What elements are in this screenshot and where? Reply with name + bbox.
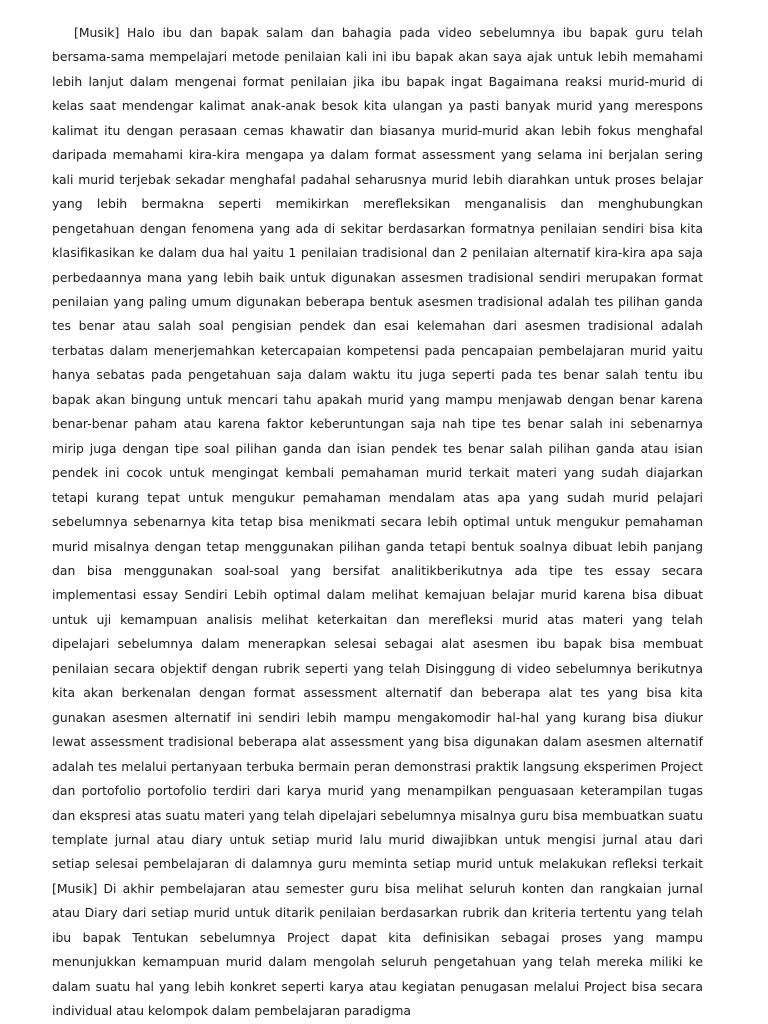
transcript-paragraph: [Musik] Halo ibu dan bapak salam dan bahagia pada video sebelumnya ibu bapak guru telah bersama-sama mempelajari metode penilaian kali ini ibu bapak akan saya ajak untuk lebih memahami lebih lanjut dalam mengenai format penilaian jika ibu bapak ingat Bagaimana reaksi murid-murid di kelas saat mendengar kalimat anak-anak besok kita ulangan ya pasti banyak murid yang merespons kalimat itu dengan perasaan cemas khawatir dan biasanya murid-murid akan lebih fokus menghafal daripada memahami kira-kira mengapa ya dalam format assessment yang selama ini berjalan sering kali murid terjebak sekadar menghafal padahal seharusnya murid lebih diarahkan untuk proses belajar yang lebih bermakna seperti memikirkan merefleksikan menganalisis dan menghubungkan pengetahuan dengan fenomena yang ada di sekitar berdasarkan formatnya penilaian sendiri bisa kita klasifikasikan ke dalam dua hal yaitu 1 penilaian tradisional dan 2 penilaian alternatif kira-kira apa saja perbedaannya mana yang lebih baik untuk digunakan assesmen tradisional sendiri merupakan format penilaian yang paling umum digunakan beberapa bentuk asesmen tradisional adalah tes pilihan ganda tes benar atau salah soal pengisian pendek dan esai kelemahan dari asesmen tradisional adalah terbatas dalam menerjemahkan ketercapaian kompetensi pada pencapaian pembelajaran murid yaitu hanya sebatas pada pengetahuan saja dalam waktu itu juga seperti pada tes benar salah tentu ibu bapak akan bingung untuk mencari tahu apakah murid yang mampu menjawab dengan benar karena benar-benar paham atau karena faktor keberuntungan saja nah tipe tes benar salah ini sebenarnya mirip juga dengan tipe soal pilihan ganda dan isian pendek tes benar salah pilihan ganda atau isian pendek ini cocok untuk mengingat kembali pemahaman murid terkait materi yang sudah diajarkan tetapi kurang tepat untuk mengukur pemahaman mendalam atas apa yang sudah murid pelajari sebelumnya sebenarnya kita tetap bisa menikmati secara lebih optimal untuk mengukur pemahaman murid misalnya dengan tetap menggunakan pilihan ganda tetapi bentuk soalnya dibuat lebih panjang dan bisa menggunakan soal-soal yang bersifat analitikberikutnya ada tipe tes essay secara implementasi essay Sendiri Lebih optimal dalam melihat kemajuan belajar murid karena bisa dibuat untuk uji kemampuan analisis melihat keterkaitan dan merefleksi murid atas materi yang telah dipelajari sebelumnya dalam menerapkan selesai sebagai alat asesmen ibu bapak bisa membuat penilaian secara objektif dengan rubrik seperti yang telah Disinggung di video sebelumnya berikutnya kita akan berkenalan dengan format assessment alternatif dan beberapa alat tes yang bisa kita gunakan asesmen alternatif ini sendiri lebih mampu mengakomodir hal-hal yang kurang bisa diukur lewat assessment tradisional beberapa alat assessment yang bisa digunakan dalam asesmen alternatif adalah tes melalui pertanyaan terbuka bermain peran demonstrasi praktik langsung eksperimen Project dan portofolio portofolio terdiri dari karya murid yang menampilkan penguasaan keterampilan tugas dan ekspresi atas suatu materi yang telah dipelajari sebelumnya misalnya guru bisa membuatkan suatu template jurnal atau diary untuk setiap murid lalu murid diwajibkan untuk mengisi jurnal atau dari setiap selesai pembelajaran di dalamnya guru meminta setiap murid untuk melakukan refleksi terkait [Musik] Di akhir pembelajaran atau semester guru bisa melihat seluruh konten dan rangkaian jurnal atau Diary dari setiap murid untuk ditarik penilaian berdasarkan rubrik dan kriteria tertentu yang telah ibu bapak Tentukan sebelumnya Project dapat kita definisikan sebagai proses yang mampu menunjukkan kemampuan murid dalam mengolah seluruh pengetahuan yang telah mereka miliki ke dalam suatu hal yang lebih konkret seperti karya atau kegiatan penugasan melalui Project bisa secara individual atau kelompok dalam pembelajaran paradigma [52,25,703,1019]
